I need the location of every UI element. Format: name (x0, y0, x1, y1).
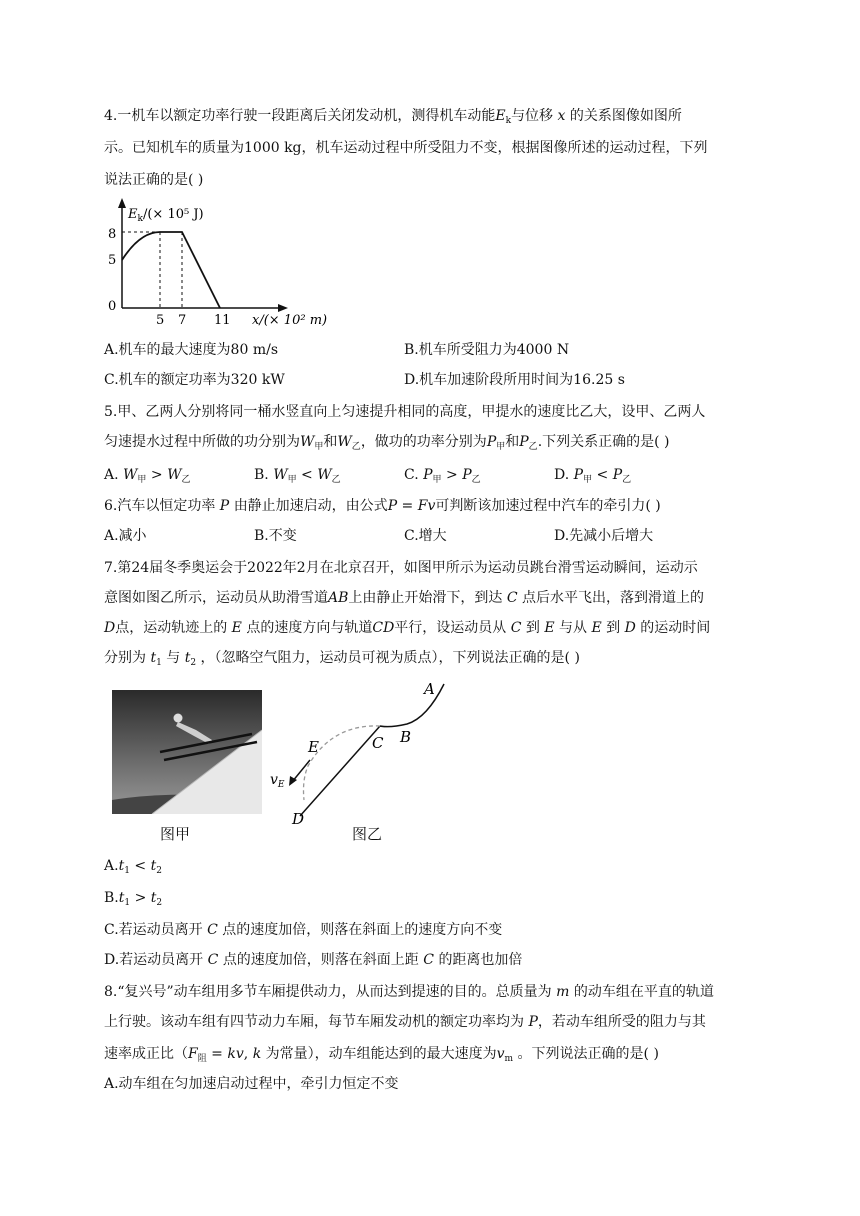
q7-option-b: $B.t_1 > t_2$ (104, 890, 163, 908)
q6-option-d: D.先减小后增大 (554, 528, 654, 544)
ytick-5: 5 (108, 253, 117, 268)
q8-line-3: 速率成正比（$F_阻$ = kv, k 为常量），动车组能达到的最大速度为$v_m$ 。下列说法正确的是( ) (104, 1046, 659, 1064)
q4-line-1: 4.一机车以额定功率行驶一段距离后关闭发动机，测得机车动能$E_k$与位移 x 的关系图像如图所 (104, 108, 682, 126)
q7-line-1: 7.第24届冬季奥运会于2022年2月在北京召开，如图甲所示为运动员跳台滑雪运动瞬间，运动示 (104, 560, 698, 576)
q6-option-c: C.增大 (404, 528, 447, 544)
q5-line-2: 匀速提水过程中所做的功分别为$W_甲$和$W_乙$，做功的功率分别为$P_甲$和$P_乙$.下列关系正确的是( ) (104, 434, 670, 452)
q6-option-b: B.不变 (254, 528, 297, 544)
fig-jia-caption: 图甲 (160, 825, 191, 843)
graph-xlabel: x/(× 10² m) (252, 313, 328, 328)
q4-option-a: A.机车的最大速度为80 m/s (104, 342, 279, 358)
point-d-label: D (292, 810, 305, 826)
q6-line-1: 6.汽车以恒定功率 P 由静止加速启动，由公式P = Fv可判断该加速过程中汽车的牵引力( ) (104, 498, 661, 514)
trajectory-diagram (262, 676, 452, 826)
q4-option-d: D.机车加速阶段所用时间为16.25 s (404, 372, 625, 388)
q4-option-b: B.机车所受阻力为4000 N (404, 342, 570, 358)
q7-line-3: D点，运动轨迹上的 E 点的速度方向与轨道CD平行，设运动员从 C 到 E 与从 E 到 D 的运动时间 (104, 620, 711, 636)
xtick-5: 5 (156, 313, 165, 328)
ek-x-graph (100, 196, 340, 336)
ytick-8: 8 (108, 227, 117, 242)
q4-text: 与位移 (511, 108, 554, 124)
xtick-7: 7 (178, 313, 187, 328)
q5-line-1: 5.甲、乙两人分别将同一桶水竖直向上匀速提升相同的高度，甲提水的速度比乙大，设甲、乙两人 (104, 404, 706, 420)
velocity-label: $v_E$ (270, 772, 285, 790)
q5-option-a: A. $W_甲 > W_乙$ (104, 467, 191, 485)
q5-option-b: B. $W_甲 < W_乙$ (254, 467, 341, 485)
graph-ylabel: $E_k/(\times 10^5$ J) (128, 207, 204, 224)
xtick-11: 11 (214, 313, 231, 328)
q7-option-c: C.若运动员离开 C 点的速度加倍，则落在斜面上的速度方向不变 (104, 922, 503, 938)
q4-option-c: C.机车的额定功率为320 kW (104, 372, 285, 388)
q8-line-2: 上行驶。该动车组有四节动力车厢，每节车厢发动机的额定功率均为 P，若动车组所受的阻力与其 (104, 1014, 706, 1030)
point-b-label: B (400, 728, 412, 746)
q7-option-d: D.若运动员离开 C 点的速度加倍，则落在斜面上距 C 的距离也加倍 (104, 952, 523, 968)
q6-option-a: A.减小 (104, 528, 147, 544)
point-c-label: C (372, 734, 384, 752)
q4-text: 4.一机车以额定功率行驶一段距离后关闭发动机，测得机车动能 (104, 108, 496, 124)
q7-option-a: $A.t_1 < t_2$ (104, 858, 162, 876)
q7-line-4: 分别为 $t_1$ 与 $t_2$ ，（忽略空气阻力，运动员可视为质点），下列说法正确的是( ) (104, 650, 580, 668)
ski-jump-photo (112, 690, 262, 814)
q8-option-a: A.动车组在匀加速启动过程中，牵引力恒定不变 (104, 1076, 399, 1092)
q8-line-1: 8.“复兴号”动车组用多节车厢提供动力，从而达到提速的目的。总质量为 m 的动车组在平直的轨道 (104, 984, 714, 1000)
q4-line-3: 说法正确的是( ) (104, 172, 204, 188)
point-a-label: A (424, 680, 435, 698)
fig-yi-caption: 图乙 (352, 825, 383, 843)
q4-line-2: 示。已知机车的质量为1000 kg，机车运动过程中所受阻力不变，根据图像所述的运动过程，下列 (104, 140, 708, 156)
q5-option-c: C. $P_甲 > P_乙$ (404, 467, 481, 485)
point-e-label: E (308, 738, 319, 756)
ytick-0: 0 (108, 299, 117, 314)
q5-option-d: D. $P_甲 < P_乙$ (554, 467, 632, 485)
q4-text: 的关系图像如图所 (569, 108, 682, 124)
q7-line-2: 意图如图乙所示，运动员从助滑雪道AB上由静止开始滑下，到达 C 点后水平飞出，落到滑道上的 (104, 590, 705, 606)
